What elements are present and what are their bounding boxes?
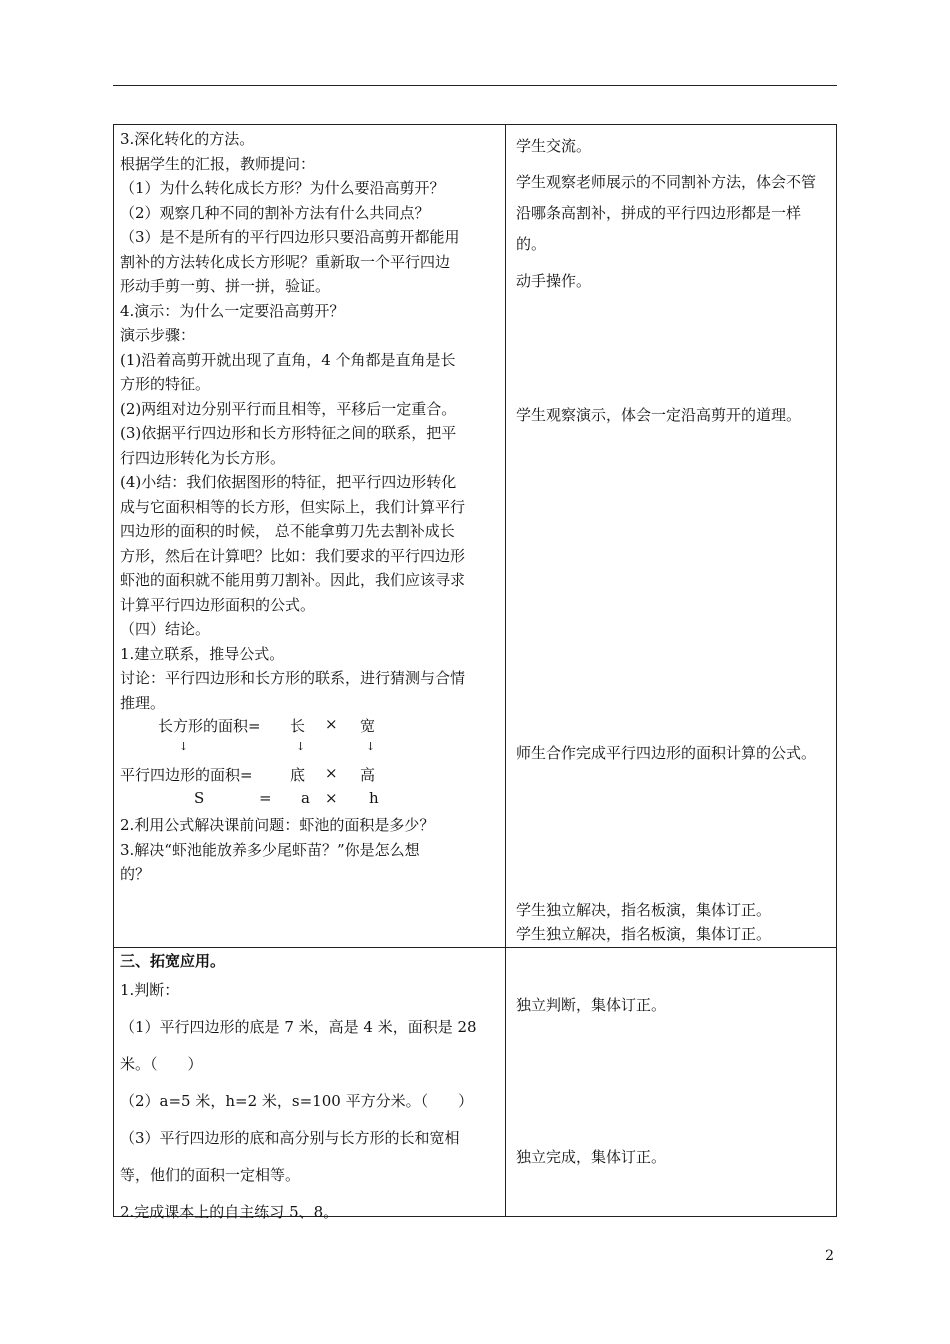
section-heading: 三、拓宽应用。 <box>120 952 226 970</box>
formula-arrows <box>120 740 499 765</box>
formula-eq: = <box>259 788 272 807</box>
text-line: 计算平行四边形面积的公式。 <box>120 595 316 614</box>
student-note: 学生观察演示，体会一定沿高剪开的道理。 <box>516 406 802 424</box>
teacher-activity-cell <box>114 125 506 947</box>
text-line: 四边形的面积的时候， 总不能拿剪刀先去割补成长 <box>120 522 455 540</box>
formula-a: a <box>301 788 310 807</box>
student-note: 学生交流。 <box>516 137 592 155</box>
text-line: 成与它面积相等的长方形，但实际上，我们计算平行 <box>120 497 466 516</box>
text-line: （1）为什么转化成长方形？为什么要沿高剪开？ <box>120 179 445 197</box>
text-line: 割补的方法转化成长方形呢？重新取一个平行四边 <box>120 252 451 271</box>
text-line: （1）平行四边形的底是 7 米，高是 4 米，面积是 28 <box>120 1018 477 1036</box>
formula-line-symbols <box>120 789 499 814</box>
text-line: 米。（ ） <box>120 1055 203 1073</box>
text-line: 4.演示：为什么一定要沿高剪开？ <box>120 301 345 320</box>
student-note: 学生独立解决，指名板演，集体订正。 <box>516 925 772 943</box>
formula-s: S <box>194 788 205 807</box>
text-line: （3）平行四边形的底和高分别与长方形的长和宽相 <box>120 1129 460 1147</box>
formula-times: × <box>325 764 338 782</box>
text-line: （2）a=5 米，h=2 米，s=100 平方分米。（ ） <box>120 1092 474 1110</box>
text-line: 2.利用公式解决课前问题：虾池的面积是多少？ <box>120 816 435 834</box>
formula-para-label: 平行四边形的面积= <box>120 766 253 784</box>
text-line: 根据学生的汇报，教师提问： <box>120 154 316 173</box>
formula-times: × <box>325 715 338 733</box>
formula-line-rect <box>120 715 499 740</box>
text-line: （3）是不是所有的平行四边形只要沿高剪开都能用 <box>120 228 460 246</box>
text-line: 方形的特征。 <box>120 375 211 393</box>
text-line: 讨论：平行四边形和长方形的联系，进行猜测与合情 <box>120 669 466 687</box>
table-row <box>114 947 836 1221</box>
text-line: 1.建立联系，推导公式。 <box>120 644 285 663</box>
text-line: 的？ <box>120 865 151 883</box>
formula-rect-width: 宽 <box>360 717 376 735</box>
text-line: 推理。 <box>120 693 166 712</box>
text-line: (4)小结：我们依据图形的特征，把平行四边形转化 <box>120 473 457 491</box>
table-row <box>114 125 836 947</box>
arrow-down-icon: ↓ <box>179 739 189 753</box>
student-note: 独立判断，集体订正。 <box>516 996 667 1014</box>
text-line: (1)沿着高剪开就出现了直角，4 个角都是直角是长 <box>120 350 456 369</box>
text-line: 虾池的面积就不能用剪刀割补。因此，我们应该寻求 <box>120 571 466 589</box>
formula-rect-length: 长 <box>290 717 306 735</box>
teacher-activity-cell <box>114 948 506 1221</box>
formula-para-base: 底 <box>290 766 306 784</box>
text-line: （四）结论。 <box>120 620 211 638</box>
student-note: 独立完成，集体订正。 <box>516 1148 667 1166</box>
page-number: 2 <box>825 1248 834 1264</box>
student-note: 师生合作完成平行四边形的面积计算的公式。 <box>516 744 817 762</box>
text-line: 演示步骤： <box>120 326 196 344</box>
arrow-down-icon: ↓ <box>366 739 376 753</box>
student-activity-cell <box>506 125 836 947</box>
text-line: 2.完成课本上的自主练习 5、8。 <box>120 1203 339 1221</box>
lesson-table <box>113 124 837 1221</box>
student-note: 动手操作。 <box>516 272 592 290</box>
text-line: （2）观察几种不同的割补方法有什么共同点？ <box>120 203 430 222</box>
arrow-down-icon: ↓ <box>296 739 306 753</box>
formula-line-para <box>120 764 499 789</box>
text-line: 1.判断： <box>120 981 180 999</box>
text-line: 行四边形转化为长方形。 <box>120 448 286 467</box>
student-note: 学生独立解决，指名板演，集体订正。 <box>516 901 772 919</box>
text-line: 形动手剪一剪、拼一拼，验证。 <box>120 277 331 295</box>
text-line: 3.解决“虾池能放养多少尾虾苗？”你是怎么想 <box>120 840 420 859</box>
formula-rect-label: 长方形的面积= <box>158 717 261 735</box>
text-line: (3)依据平行四边形和长方形特征之间的联系，把平 <box>120 424 457 442</box>
student-note: 学生观察老师展示的不同割补方法，体会不管沿哪条高割补，拼成的平行四边形都是一样的。 <box>516 173 817 253</box>
formula-para-height: 高 <box>360 766 376 784</box>
text-line: 方形，然后在计算吧？比如：我们要求的平行四边形 <box>120 546 466 565</box>
student-activity-cell <box>506 948 836 1216</box>
text-line: 3.深化转化的方法。 <box>120 130 255 148</box>
text-line: (2)两组对边分别平行而且相等，平移后一定重合。 <box>120 399 457 418</box>
header-rule <box>113 85 837 86</box>
text-line: 等，他们的面积一定相等。 <box>120 1166 301 1184</box>
formula-times: × <box>325 788 338 807</box>
formula-h: h <box>369 788 379 807</box>
